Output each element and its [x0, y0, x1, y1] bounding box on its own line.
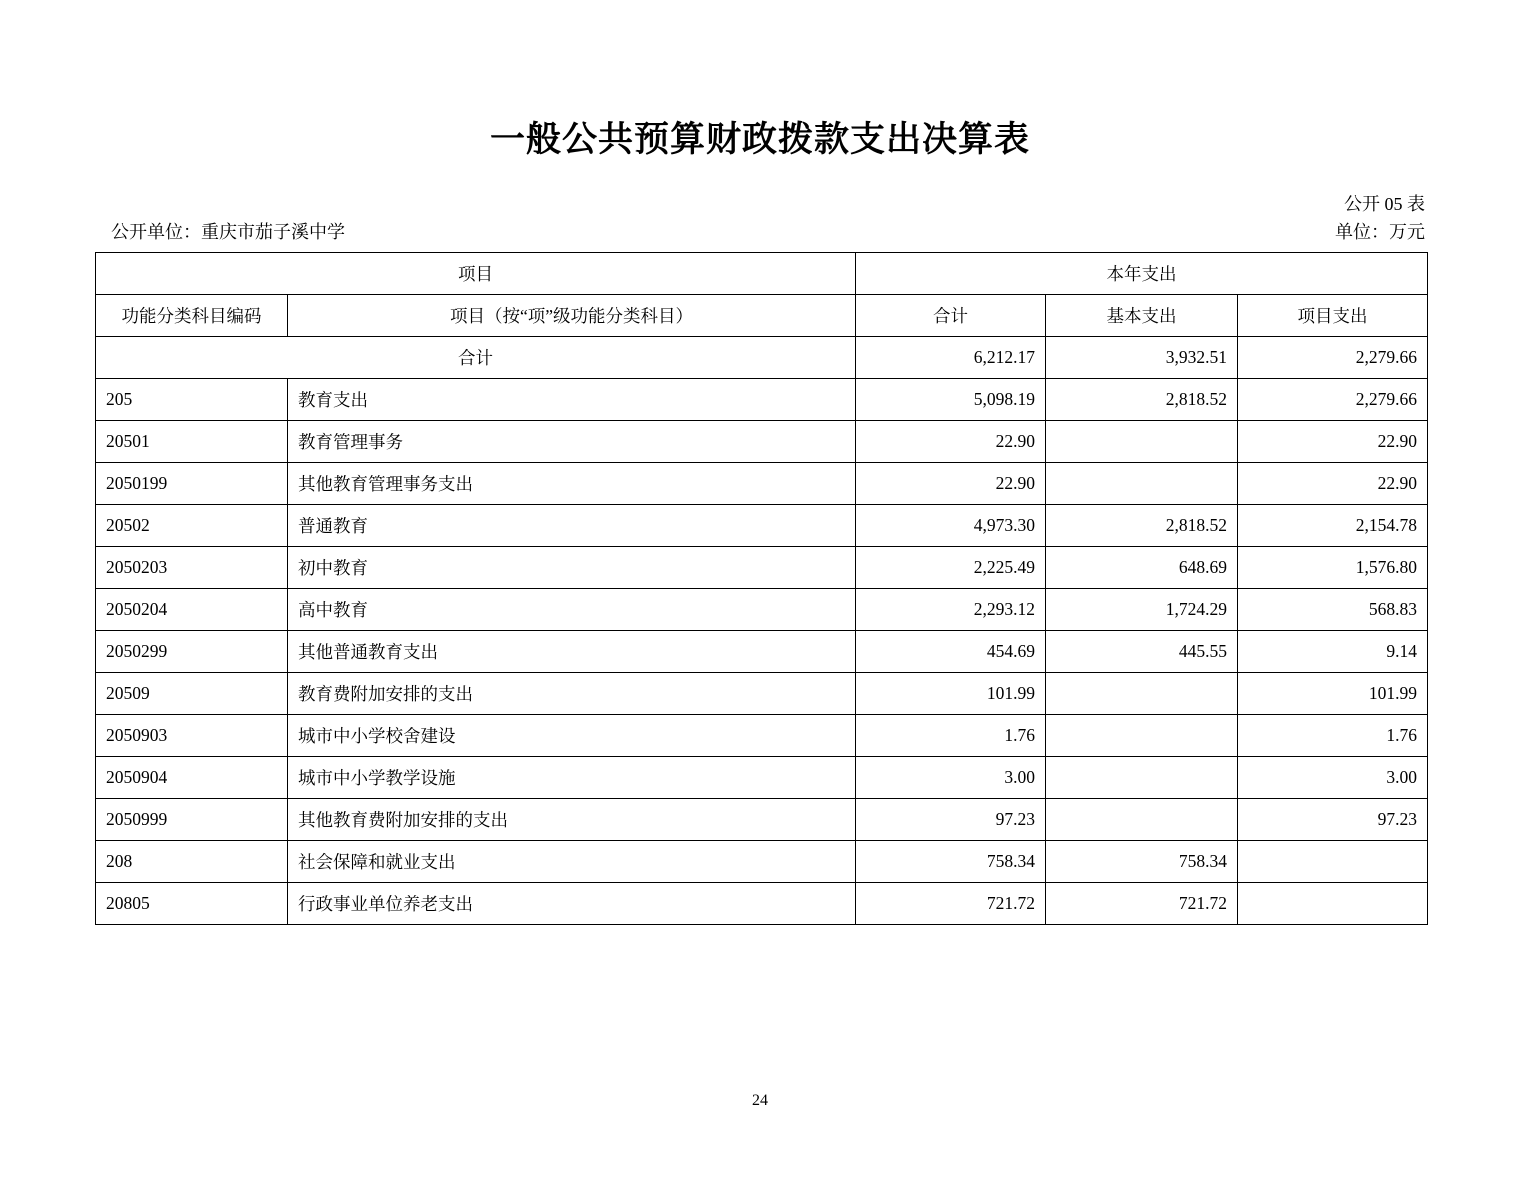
column-header-code: 功能分类科目编码	[96, 295, 288, 337]
cell-total: 97.23	[856, 799, 1046, 841]
cell-basic	[1046, 463, 1238, 505]
cell-project: 97.23	[1238, 799, 1428, 841]
table-row	[96, 547, 1428, 589]
cell-code: 20501	[96, 421, 288, 463]
form-number: 公开 05 表	[1344, 194, 1425, 214]
cell-item: 教育管理事务	[288, 421, 856, 463]
cell-item: 初中教育	[288, 547, 856, 589]
cell-project: 22.90	[1238, 421, 1428, 463]
cell-basic: 445.55	[1046, 631, 1238, 673]
cell-basic	[1046, 715, 1238, 757]
table-row	[96, 337, 1428, 379]
column-header-basic: 基本支出	[1046, 295, 1238, 337]
document-meta	[95, 194, 1425, 242]
cell-item: 其他教育费附加安排的支出	[288, 799, 856, 841]
table-row	[96, 631, 1428, 673]
cell-total: 3.00	[856, 757, 1046, 799]
cell-total: 454.69	[856, 631, 1046, 673]
cell-code: 20805	[96, 883, 288, 925]
budget-expenditure-table	[95, 252, 1428, 925]
cell-total: 22.90	[856, 463, 1046, 505]
cell-total: 4,973.30	[856, 505, 1046, 547]
cell-project: 1,576.80	[1238, 547, 1428, 589]
document-page	[0, 112, 1520, 1186]
cell-total: 2,225.49	[856, 547, 1046, 589]
cell-total: 2,293.12	[856, 589, 1046, 631]
cell-item: 高中教育	[288, 589, 856, 631]
table-row	[96, 589, 1428, 631]
cell-project: 1.76	[1238, 715, 1428, 757]
table-row	[96, 379, 1428, 421]
cell-total: 101.99	[856, 673, 1046, 715]
table-row	[96, 421, 1428, 463]
cell-basic: 758.34	[1046, 841, 1238, 883]
table-row	[96, 715, 1428, 757]
cell-basic: 1,724.29	[1046, 589, 1238, 631]
cell-item: 教育支出	[288, 379, 856, 421]
cell-basic: 2,818.52	[1046, 505, 1238, 547]
cell-project: 2,279.66	[1238, 379, 1428, 421]
table-row	[96, 799, 1428, 841]
table-body	[96, 337, 1428, 925]
cell-total: 1.76	[856, 715, 1046, 757]
cell-total: 758.34	[856, 841, 1046, 883]
cell-code: 208	[96, 841, 288, 883]
cell-item: 普通教育	[288, 505, 856, 547]
cell-code: 2050904	[96, 757, 288, 799]
cell-basic	[1046, 757, 1238, 799]
header-item-group: 项目	[96, 253, 856, 295]
page-number: 24	[752, 1092, 768, 1109]
cell-total: 721.72	[856, 883, 1046, 925]
cell-code: 205	[96, 379, 288, 421]
cell-project: 3.00	[1238, 757, 1428, 799]
table-row	[96, 757, 1428, 799]
cell-code: 2050299	[96, 631, 288, 673]
cell-code: 20502	[96, 505, 288, 547]
cell-project: 568.83	[1238, 589, 1428, 631]
cell-item: 其他教育管理事务支出	[288, 463, 856, 505]
cell-code: 2050204	[96, 589, 288, 631]
cell-basic: 2,818.52	[1046, 379, 1238, 421]
cell-basic: 3,932.51	[1046, 337, 1238, 379]
cell-code: 20509	[96, 673, 288, 715]
cell-basic: 648.69	[1046, 547, 1238, 589]
cell-project	[1238, 883, 1428, 925]
table-row	[96, 673, 1428, 715]
cell-total: 6,212.17	[856, 337, 1046, 379]
cell-item: 行政事业单位养老支出	[288, 883, 856, 925]
disclosing-unit: 公开单位：重庆市茄子溪中学	[111, 222, 345, 242]
cell-code: 2050203	[96, 547, 288, 589]
cell-code: 2050199	[96, 463, 288, 505]
table-row	[96, 463, 1428, 505]
table-row	[96, 883, 1428, 925]
column-header-project: 项目支出	[1238, 295, 1428, 337]
cell-project: 101.99	[1238, 673, 1428, 715]
cell-project: 22.90	[1238, 463, 1428, 505]
amount-unit: 单位：万元	[1335, 222, 1425, 242]
cell-basic	[1046, 673, 1238, 715]
cell-basic	[1046, 421, 1238, 463]
column-header-item: 项目（按“项”级功能分类科目）	[288, 295, 856, 337]
cell-item: 其他普通教育支出	[288, 631, 856, 673]
cell-project: 2,154.78	[1238, 505, 1428, 547]
cell-project: 2,279.66	[1238, 337, 1428, 379]
cell-total: 22.90	[856, 421, 1046, 463]
cell-total: 5,098.19	[856, 379, 1046, 421]
cell-basic: 721.72	[1046, 883, 1238, 925]
cell-code: 2050999	[96, 799, 288, 841]
cell-item: 城市中小学教学设施	[288, 757, 856, 799]
header-year-expense-group: 本年支出	[856, 253, 1428, 295]
cell-code: 2050903	[96, 715, 288, 757]
cell-item: 教育费附加安排的支出	[288, 673, 856, 715]
page-title: 一般公共预算财政拨款支出决算表	[489, 119, 1030, 160]
cell-basic	[1046, 799, 1238, 841]
cell-project	[1238, 841, 1428, 883]
cell-item: 城市中小学校舍建设	[288, 715, 856, 757]
table-row	[96, 841, 1428, 883]
cell-item-total: 合计	[96, 337, 856, 379]
cell-item: 社会保障和就业支出	[288, 841, 856, 883]
table-row	[96, 505, 1428, 547]
cell-project: 9.14	[1238, 631, 1428, 673]
table-header-row	[96, 295, 1428, 337]
table-header-group-row	[96, 253, 1428, 295]
column-header-total: 合计	[856, 295, 1046, 337]
